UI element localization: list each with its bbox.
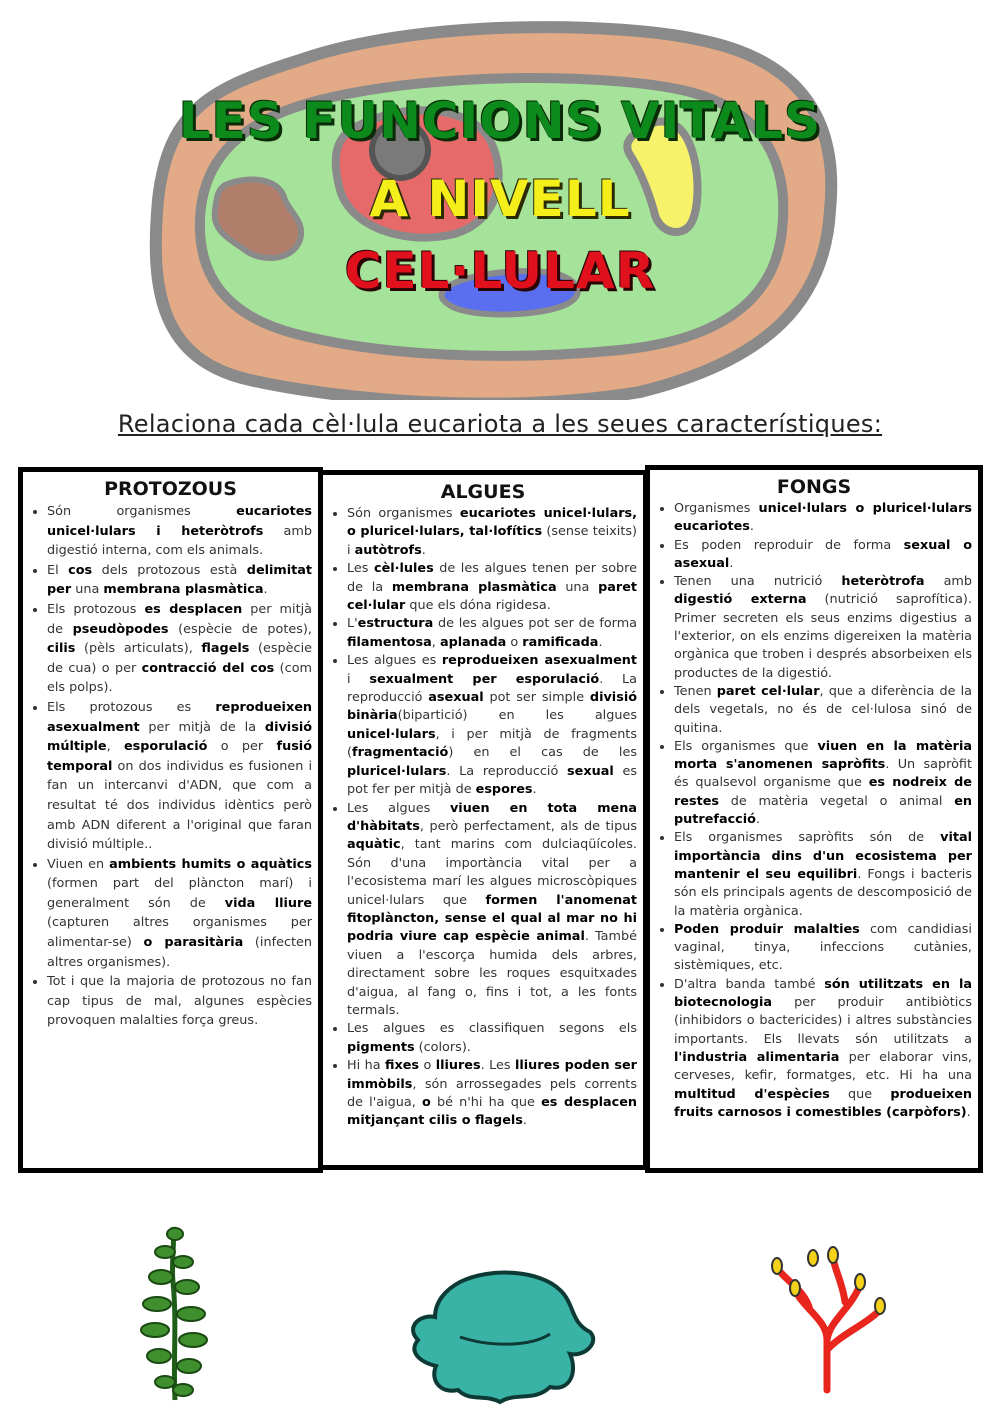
header-illustration bbox=[0, 0, 1000, 400]
text: una bbox=[71, 582, 104, 598]
text: Les algues es classifiquen segons els bbox=[347, 1021, 637, 1037]
text: , són arrossegades pels corrents de l'aigua, bbox=[347, 1076, 637, 1110]
bold-text: es desplacen mitjançant cilis o flagels bbox=[347, 1095, 637, 1129]
text: (colors). bbox=[414, 1039, 471, 1055]
bold-text: reprodueixen asexualment bbox=[47, 699, 312, 735]
bold-text: eucariotes unicel·lulars, o pluricel·lulars, tal·lofítics bbox=[347, 506, 637, 540]
bold-text: lliures bbox=[435, 1058, 481, 1074]
text: (pèls articulats), bbox=[75, 641, 202, 657]
bold-text: fragmentació bbox=[352, 745, 449, 761]
text: de les algues pot ser de forma bbox=[433, 616, 637, 632]
text: (infecten altres organismes). bbox=[47, 935, 312, 970]
text: o bbox=[506, 634, 523, 650]
text: D'altra banda també bbox=[674, 976, 825, 992]
bold-text: fusió temporal bbox=[47, 739, 312, 774]
bold-text: pluricel·lulars bbox=[347, 763, 447, 779]
bold-text: cèl·lules bbox=[374, 561, 434, 577]
text: Són organismes bbox=[347, 506, 460, 521]
list-item bbox=[674, 976, 972, 1122]
bold-text: viuen en tota mena d'hàbitats bbox=[347, 800, 637, 834]
list-item bbox=[347, 615, 637, 652]
text: ) en el cas de les bbox=[448, 745, 637, 761]
list-item bbox=[674, 683, 972, 738]
text: . Les bbox=[480, 1058, 515, 1074]
text: Les bbox=[347, 561, 374, 577]
list-item bbox=[674, 829, 972, 920]
bold-text: eucariotes unicel·lulars i heteròtrofs bbox=[47, 504, 312, 539]
text: dels protozous està bbox=[92, 562, 247, 578]
list-item bbox=[47, 561, 312, 600]
text: . bbox=[532, 782, 537, 798]
bold-text: unicel·lulars o pluricel·lulars eucariotes bbox=[674, 501, 972, 535]
bold-text: divisió múltiple bbox=[47, 719, 312, 755]
bold-text: són utilitzats en la biotecnologia bbox=[674, 976, 972, 1011]
bold-text: pigments bbox=[347, 1039, 415, 1055]
bold-text: ramificada bbox=[522, 634, 599, 650]
text: . bbox=[522, 1113, 527, 1129]
bold-text: o bbox=[422, 1095, 431, 1110]
bold-text: l'industria alimentaria bbox=[674, 1049, 840, 1065]
column-heading: ALGUES bbox=[440, 481, 526, 503]
column-heading: PROTOZOUS bbox=[104, 478, 237, 500]
text: Els protozous es bbox=[47, 699, 216, 715]
text: bé n'hi ha que bbox=[430, 1095, 542, 1110]
text: Viuen en bbox=[47, 856, 110, 872]
instruction-text: Relaciona cada cèl·lula eucariota a les seues característiques: bbox=[117, 410, 883, 438]
text: . bbox=[421, 542, 426, 558]
text: Tenen bbox=[674, 683, 717, 699]
bold-text: digestió externa bbox=[674, 592, 807, 608]
text: . Fongs i bacteris són els principals agents de descomposició de la matèria orgànica. bbox=[674, 866, 972, 919]
text: (bipartició) en les algues bbox=[397, 708, 637, 724]
text: , que a diferència de la dels vegetals, no és de cel·lulosa sinó de quitina. bbox=[674, 683, 973, 736]
bold-text: cilis bbox=[47, 641, 76, 657]
text: Els organismes que bbox=[674, 738, 818, 754]
text: . bbox=[755, 812, 761, 828]
list-item bbox=[347, 1057, 637, 1131]
bold-text: es desplacen bbox=[144, 601, 243, 617]
text: pot ser simple bbox=[483, 690, 590, 706]
bold-text: viuen en la matèria morta s'anomenen sapròfits bbox=[674, 738, 972, 773]
list-item bbox=[674, 573, 972, 683]
bold-text: heteròtrofa bbox=[841, 574, 925, 590]
bold-text: vida lliure bbox=[224, 895, 312, 911]
bold-text: membrana plasmàtica bbox=[103, 582, 264, 598]
list-item bbox=[347, 800, 637, 1021]
bold-text: lliures poden ser immòbils bbox=[347, 1058, 637, 1092]
title-line-3: CEL·LULAR bbox=[344, 242, 656, 300]
bold-text: Poden produir malalties bbox=[674, 921, 860, 937]
column-heading: FONGS bbox=[776, 476, 852, 498]
text: on dos individus es fusionen i fan un intercanvi d'ADN, que com a resultat té dos individus idèntics però amb ADN diferent a l'original que faran divisió múltiple.. bbox=[47, 758, 312, 853]
text: amb bbox=[924, 574, 973, 590]
text: . bbox=[966, 1104, 971, 1120]
text: (espècie de cua) o per bbox=[47, 641, 313, 676]
bold-text: formen l'anomenat fitoplàncton, sense el qual al mar no hi podria viure cap espècie animal bbox=[347, 892, 638, 945]
bold-text: sexual o asexual bbox=[674, 537, 972, 571]
bold-text: asexual bbox=[428, 690, 484, 706]
title-line-2: A NIVELL bbox=[369, 170, 631, 228]
text: , però perfectament, als de tipus bbox=[419, 818, 637, 834]
list-item bbox=[674, 738, 972, 829]
bold-text: o parasitària bbox=[143, 935, 244, 951]
text: Els protozous bbox=[47, 601, 145, 617]
bold-text: cos bbox=[68, 562, 93, 578]
text: amb digestió interna, com els animals. bbox=[47, 523, 312, 559]
text: Hi ha bbox=[347, 1058, 385, 1074]
text: per mitjà de la bbox=[139, 719, 265, 735]
text: o bbox=[419, 1058, 436, 1074]
bold-text: fixes bbox=[384, 1058, 420, 1074]
text: una bbox=[556, 579, 599, 595]
bold-text: aquàtic bbox=[347, 837, 401, 853]
bold-text: filamentosa bbox=[347, 634, 432, 650]
text: . També viuen a l'escorça humida dels arbres, directament sobre les roques esquitxades d'aigua, al fang o, fins i tot, a les fonts termals. bbox=[347, 929, 637, 1018]
text: . bbox=[598, 634, 603, 650]
column-protozous bbox=[18, 467, 323, 1173]
bold-text: produeixen fruits carnosos i comestibles (carpòfors) bbox=[674, 1086, 972, 1120]
text: (sense teixits) i bbox=[347, 524, 638, 558]
text: es pot fer per mitjà de bbox=[347, 763, 638, 798]
bold-text: divisió binària bbox=[347, 690, 637, 724]
text: Les algues es bbox=[347, 653, 442, 669]
text: o per bbox=[207, 739, 277, 755]
text: . Un sapròfit és qualsevol organisme que bbox=[674, 757, 972, 791]
text: de matèria vegetal o animal bbox=[719, 793, 955, 809]
text: . bbox=[729, 555, 734, 571]
text: Tot i que la majoria de protozous no fan cap tipus de mal, algunes espècies provoquen malalties força greus. bbox=[47, 974, 312, 1029]
list-item bbox=[347, 505, 637, 560]
title-line-1: LES FUNCIONS VITALS bbox=[178, 92, 822, 150]
text: . La reproducció bbox=[446, 763, 568, 779]
bold-text: autòtrofs bbox=[354, 542, 422, 558]
text: . La reproducció bbox=[347, 671, 637, 706]
text: que els dóna rigidesa. bbox=[405, 598, 551, 614]
bold-text: ambients humits o aquàtics bbox=[109, 856, 312, 872]
bold-text: paret cel·lular bbox=[347, 579, 637, 614]
list-item bbox=[347, 1020, 637, 1057]
bold-text: membrana plasmàtica bbox=[391, 579, 557, 595]
seaweed-icon bbox=[125, 1222, 225, 1402]
text: (com els polps). bbox=[47, 660, 312, 696]
fungus-icon bbox=[765, 1240, 895, 1395]
bold-text: unicel·lulars bbox=[347, 726, 436, 742]
list-item bbox=[674, 500, 972, 537]
bold-text: esporulació bbox=[123, 739, 208, 755]
text: . bbox=[749, 519, 754, 535]
bold-text: multitud d'espècies bbox=[674, 1086, 830, 1102]
text: (espècie de potes), bbox=[168, 621, 312, 637]
text: . bbox=[263, 582, 268, 598]
text: , bbox=[106, 739, 124, 755]
characteristics-list bbox=[23, 502, 318, 1031]
text: de les algues tenen per sobre de la bbox=[347, 561, 637, 595]
text: que bbox=[829, 1086, 891, 1102]
list-item bbox=[674, 921, 972, 976]
bold-text: flagels bbox=[201, 641, 250, 657]
text: Els organismes sapròfits són de bbox=[674, 830, 941, 846]
list-item bbox=[47, 698, 312, 855]
bold-text: reprodueixen asexualment bbox=[441, 653, 638, 669]
bold-text: contracció del cos bbox=[141, 660, 275, 676]
list-item bbox=[47, 855, 312, 973]
text: Tenen una nutrició bbox=[674, 574, 842, 590]
bold-text: sexual bbox=[567, 763, 614, 779]
text: Les algues bbox=[347, 800, 450, 816]
list-item bbox=[347, 652, 637, 799]
text: , bbox=[431, 634, 440, 650]
bold-text: sexualment per esporulació bbox=[369, 671, 600, 687]
column-fongs bbox=[645, 465, 983, 1173]
list-item bbox=[347, 560, 637, 615]
bold-text: delimitat per bbox=[47, 562, 312, 598]
text: com candidiasi vaginal, tinya, infeccions cutànies, sistèmiques, etc. bbox=[674, 921, 972, 974]
bold-text: vital importància dins d'un ecosistema per mantenir el seu equilibri bbox=[674, 830, 972, 882]
text: per elaborar vins, cerveses, kefir, formatges, etc. Hi ha una bbox=[674, 1049, 972, 1084]
text: Organismes bbox=[674, 501, 759, 516]
bold-text: espores bbox=[475, 782, 533, 798]
bold-text: paret cel·lular bbox=[716, 683, 820, 699]
text: Són organismes bbox=[47, 504, 237, 519]
text: , tant marins com dulciaqüícoles. Són d'una importància vital per a l'ecosistema marí les algues microscòpiques unicel·lulars que bbox=[347, 837, 637, 908]
text: El bbox=[47, 562, 69, 578]
bold-text: aplanada bbox=[439, 634, 507, 650]
column-algues bbox=[318, 470, 648, 1170]
text: i bbox=[347, 671, 370, 687]
protozoan-icon bbox=[400, 1262, 600, 1407]
text: per mitjà de bbox=[47, 601, 312, 637]
text: per produir antibiòtics (inhibidors o bactericides) i altres substàncies importants. Els llevats són utilitzats a bbox=[674, 995, 972, 1047]
characteristics-list bbox=[650, 500, 978, 1122]
text: (nutrició saprofítica). Primer secreten els seus enzims digestius a l'exterior, on els enzims digereixen la matèria orgànica que troben i després absorbeixen els productes de la digestió. bbox=[674, 592, 972, 681]
text: Es poden reproduir de forma bbox=[674, 537, 904, 553]
text: , i per mitjà de fragments ( bbox=[347, 726, 637, 761]
bold-text: es nodreix de restes bbox=[674, 775, 972, 809]
text: (capturen altres organismes per alimentar-se) bbox=[47, 915, 312, 951]
list-item bbox=[47, 600, 312, 698]
bold-text: en putrefacció bbox=[674, 793, 972, 828]
list-item bbox=[47, 972, 312, 1031]
bold-text: estructura bbox=[357, 616, 434, 632]
text: L' bbox=[347, 616, 358, 632]
text: (formen part del plàncton marí) i generalment són de bbox=[47, 876, 312, 911]
list-item bbox=[47, 502, 312, 561]
list-item bbox=[674, 537, 972, 574]
characteristics-list bbox=[323, 505, 643, 1131]
bold-text: pseudòpodes bbox=[72, 621, 169, 637]
